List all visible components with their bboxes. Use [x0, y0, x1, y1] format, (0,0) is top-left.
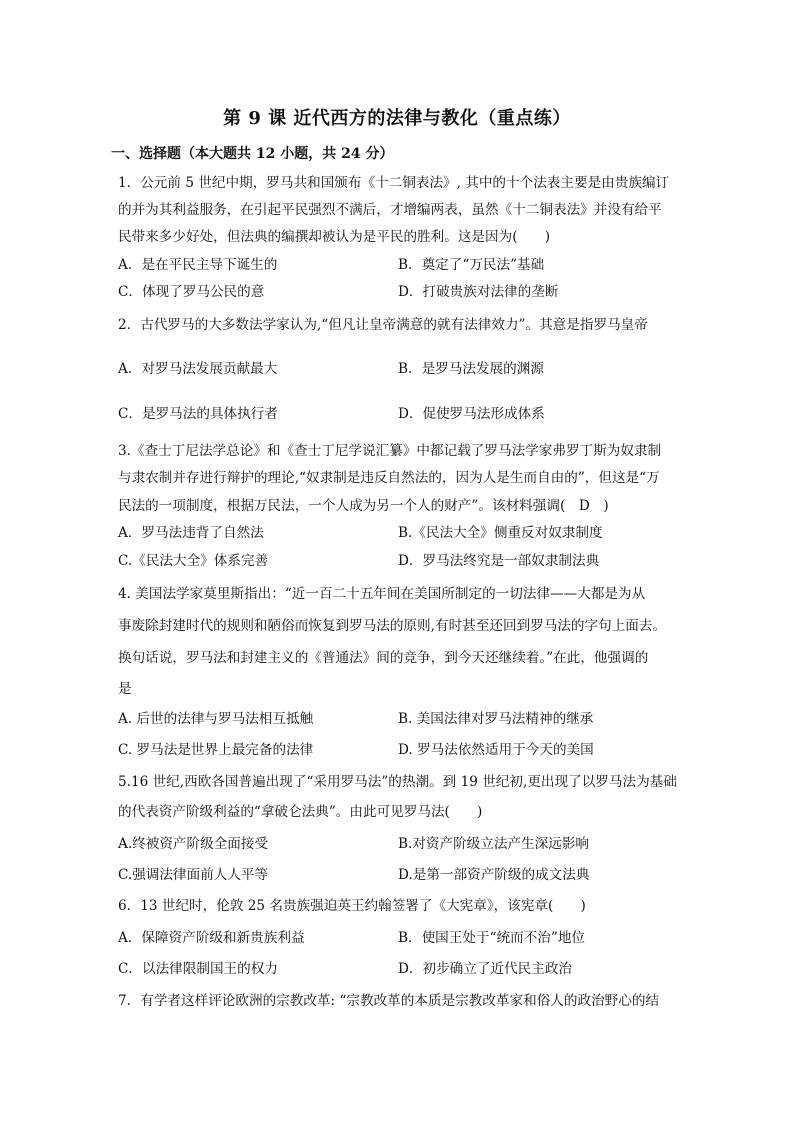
question-1-line-3: 民带来多少好处，但法典的编撰却被认为是平民的胜利。这是因为( ): [118, 229, 551, 245]
question-3-option-b: B.《民法大全》侧重反对奴隶制度: [398, 525, 603, 541]
question-4-option-a: A. 后世的法律与罗马法相互抵触: [118, 711, 314, 727]
question-5-line-2: 的代表资产阶级利益的“拿破仑法典”。由此可见罗马法( ): [118, 804, 483, 820]
question-3-line-3: 民法的一项制度，根据万民法，一个人成为另一个人的财产”。该材料强调( D ): [118, 498, 609, 514]
question-4-line-2: 事废除封建时代的规则和陋俗而恢复到罗马法的原则,有时甚至还回到罗马法的字句上面去。: [118, 618, 667, 634]
question-3-option-a: A．罗马法违背了自然法: [118, 525, 264, 541]
question-2-option-b: B．是罗马法发展的渊源: [398, 361, 544, 377]
question-5-option-d: D.是第一部资产阶级的成文法典: [398, 867, 590, 883]
question-6-line-1: 6．13 世纪时，伦敦 25 名贵族强迫英王约翰签署了《大宪章》，该宪章( ): [118, 898, 586, 914]
question-1-line-1: 1．公元前 5 世纪中期，罗马共和国颁布《十二铜表法》, 其中的十个法表主要是由贵族编订: [118, 175, 670, 191]
question-5-line-1: 5.16 世纪,西欧各国普遍出现了“采用罗马法”的热潮。到 19 世纪初,更出现了以罗马法为基础: [118, 774, 677, 790]
question-1-option-b: B．奠定了“万民法”基础: [398, 257, 545, 273]
question-4-option-b: B. 美国法律对罗马法精神的继承: [398, 711, 594, 727]
question-6-option-d: D．初步确立了近代民主政治: [398, 961, 573, 977]
question-3-line-1: 3.《查士丁尼法学总论》和《查士丁尼学说汇纂》中都记载了罗马法学家弗罗丁斯为奴隶制: [118, 443, 662, 459]
question-6-option-a: A．保障资产阶级和新贵族利益: [118, 930, 305, 946]
question-6-option-c: C．以法律限制国王的权力: [118, 961, 278, 977]
question-2-line-1: 2．古代罗马的大多数法学家认为,“但凡让皇帝满意的就有法律效力”。其意是指罗马皇帝: [118, 317, 648, 333]
question-6-option-b: B．使国王处于“统而不治”地位: [398, 930, 586, 946]
question-5-option-b: B.对资产阶级立法产生深远影响: [398, 836, 590, 852]
question-4-line-3: 换句话说，罗马法和封建主义的《普通法》间的竞争，到今天还继续着。”在此，他强调的: [118, 650, 649, 666]
question-3-line-2: 与隶农制并存进行辩护的理论,“奴隶制是违反自然法的，因为人是生而自由的”，但这是“万: [118, 470, 660, 486]
question-2-option-a: A．对罗马法发展贡献最大: [118, 361, 278, 377]
question-5-option-a: A.终被资产阶级全面接受: [118, 836, 269, 852]
question-1-option-c: C．体现了罗马公民的意: [118, 284, 265, 300]
question-1-option-d: D．打破贵族对法律的垄断: [398, 284, 559, 300]
question-1-option-a: A．是在平民主导下诞生的: [118, 257, 278, 273]
section-heading: 一、选择题（本大题共 12 小题，共 24 分）: [111, 146, 394, 162]
question-4-option-c: C. 罗马法是世界上最完备的法律: [118, 742, 314, 758]
question-1-line-2: 的并为其利益服务，在引起平民强烈不满后，才增编两表，虽然《十二铜表法》并没有给平: [118, 202, 662, 218]
question-2-option-d: D．促使罗马法形成体系: [398, 406, 545, 422]
question-4-line-4: 是: [118, 681, 132, 697]
question-3-option-d: D．罗马法终究是一部奴隶制法典: [398, 553, 600, 569]
page-title: 第 9 课 近代西方的法律与教化（重点练）: [223, 108, 571, 129]
question-7-line-1: 7．有学者这样评论欧洲的宗教改革: “宗教改革的本质是宗教改革家和俗人的政治野心的结: [118, 993, 660, 1009]
question-5-option-c: C.强调法律面前人人平等: [118, 867, 269, 883]
question-3-option-c: C.《民法大全》体系完善: [118, 553, 269, 569]
question-2-option-c: C．是罗马法的具体执行者: [118, 406, 278, 422]
question-4-option-d: D. 罗马法依然适用于今天的美国: [398, 742, 594, 758]
question-4-line-1: 4. 美国法学家莫里斯指出：“近一百二十五年间在美国所制定的一切法律——大都是为从: [118, 586, 646, 602]
